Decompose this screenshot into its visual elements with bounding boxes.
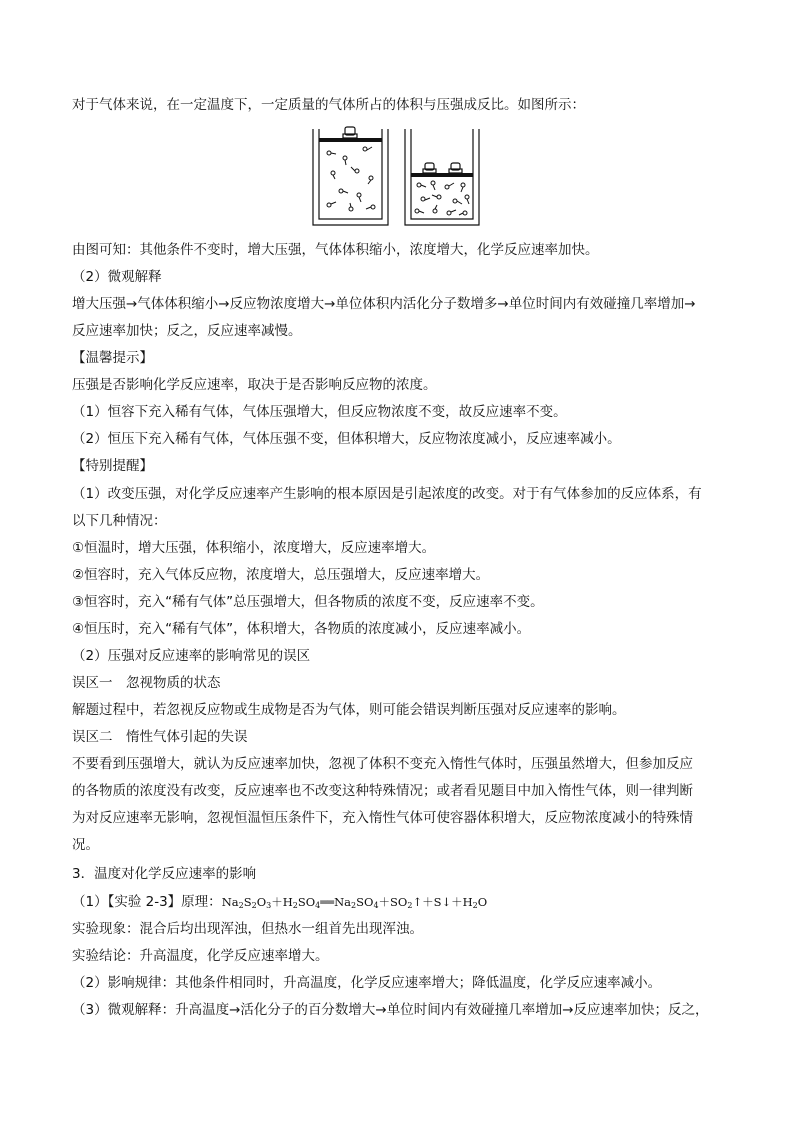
micro-explanation-temperature: （3）微观解释：升高温度→活化分子的百分数增大→单位时间内有效碰撞几率增加→反应速率加快；反之， <box>72 1002 709 1018</box>
left-molecules <box>327 147 375 211</box>
misconception-1-title: 误区一 忽视物质的状态 <box>72 675 221 691</box>
heading-special-reminder: 【特别提醒】 <box>72 458 153 474</box>
misconception-1-text: 解题过程中，若忽视反应物或生成物是否为气体，则可能会错误判断压强对反应速率的影响。 <box>72 702 626 718</box>
experiment-phenomenon: 实验现象：混合后均出现浑浊，但热水一组首先出现浑浊。 <box>72 921 423 937</box>
paragraph-reminder-1b: 以下几种情况： <box>72 513 167 529</box>
experiment-principle <box>72 892 732 916</box>
paragraph-tip-intro: 压强是否影响化学反应速率，取决于是否影响反应物的浓度。 <box>72 377 437 393</box>
influence-rule: （2）影响规律：其他条件相同时，升高温度，化学反应速率增大；降低温度，化学反应速率减小。 <box>72 975 662 991</box>
paragraph-reminder-1a: （1）改变压强，对化学反应速率产生影响的根本原因是引起浓度的改变。对于有气体参加的反应体系，有 <box>72 486 702 502</box>
misconception-2-text-2: 的各物质的浓度没有改变，反应速率也不改变这种特殊情况；或者看见题目中加入惰性气体，则一律判断 <box>72 783 693 799</box>
list-item-2: ②恒容时，充入气体反应物，浓度增大，总压强增大，反应速率增大。 <box>72 567 490 583</box>
paragraph-intro: 对于气体来说，在一定温度下，一定质量的气体所占的体积与压强成反比。如图所示： <box>72 97 585 113</box>
paragraph-micro-line2: 反应速率加快；反之，反应速率减慢。 <box>72 323 302 339</box>
chemical-equation: $Na_2S_2O_3+H_2SO_4══Na_2SO_4+SO_2↑+S↓+H_2O$ <box>221 895 488 910</box>
paragraph-tip-1: （1）恒容下充入稀有气体，气体压强增大，但反应物浓度不变，故反应速率不变。 <box>72 404 567 420</box>
paragraph-tip-2: （2）恒压下充入稀有气体，气体压强不变，但体积增大，反应物浓度减小，反应速率减小。 <box>72 431 621 447</box>
paragraph-conclusion: 由图可知：其他条件不变时，增大压强，气体体积缩小，浓度增大，化学反应速率加快。 <box>72 242 599 258</box>
list-item-1: ①恒温时，增大压强，体积缩小，浓度增大，反应速率增大。 <box>72 540 436 556</box>
heading-warm-tip: 【温馨提示】 <box>72 350 153 366</box>
misconception-2-text-3: 为对反应速率无影响，忽视恒温恒压条件下，充入惰性气体可使容器体积增大，反应物浓度减小的特殊情 <box>72 810 693 826</box>
misconception-2-title: 误区二 惰性气体引起的失误 <box>72 729 248 745</box>
right-molecules <box>415 181 469 215</box>
misconception-2-text-4: 况。 <box>72 837 99 853</box>
heading-misconceptions: （2）压强对反应速率的影响常见的误区 <box>72 648 311 664</box>
heading-temperature: 3．温度对化学反应速率的影响 <box>72 866 257 882</box>
heading-micro-explanation: （2）微观解释 <box>72 269 162 285</box>
list-item-3: ③恒容时，充入“稀有气体”总压强增大，但各物质的浓度不变，反应速率不变。 <box>72 594 544 610</box>
pressure-volume-figure <box>311 123 481 228</box>
right-container <box>405 129 479 225</box>
left-container <box>313 127 388 225</box>
misconception-2-text-1: 不要看到压强增大，就认为反应速率加快，忽视了体积不变充入惰性气体时，压强虽然增大，但参加反应 <box>72 756 693 772</box>
list-item-4: ④恒压时，充入“稀有气体”，体积增大，各物质的浓度减小，反应速率减小。 <box>72 621 531 637</box>
paragraph-micro-line1: 增大压强→气体体积缩小→反应物浓度增大→单位体积内活化分子数增多→单位时间内有效碰撞几率增加→ <box>72 296 696 312</box>
experiment-conclusion: 实验结论：升高温度，化学反应速率增大。 <box>72 948 329 964</box>
experiment-prefix: （1）【实验 2-3】原理： <box>72 894 222 910</box>
